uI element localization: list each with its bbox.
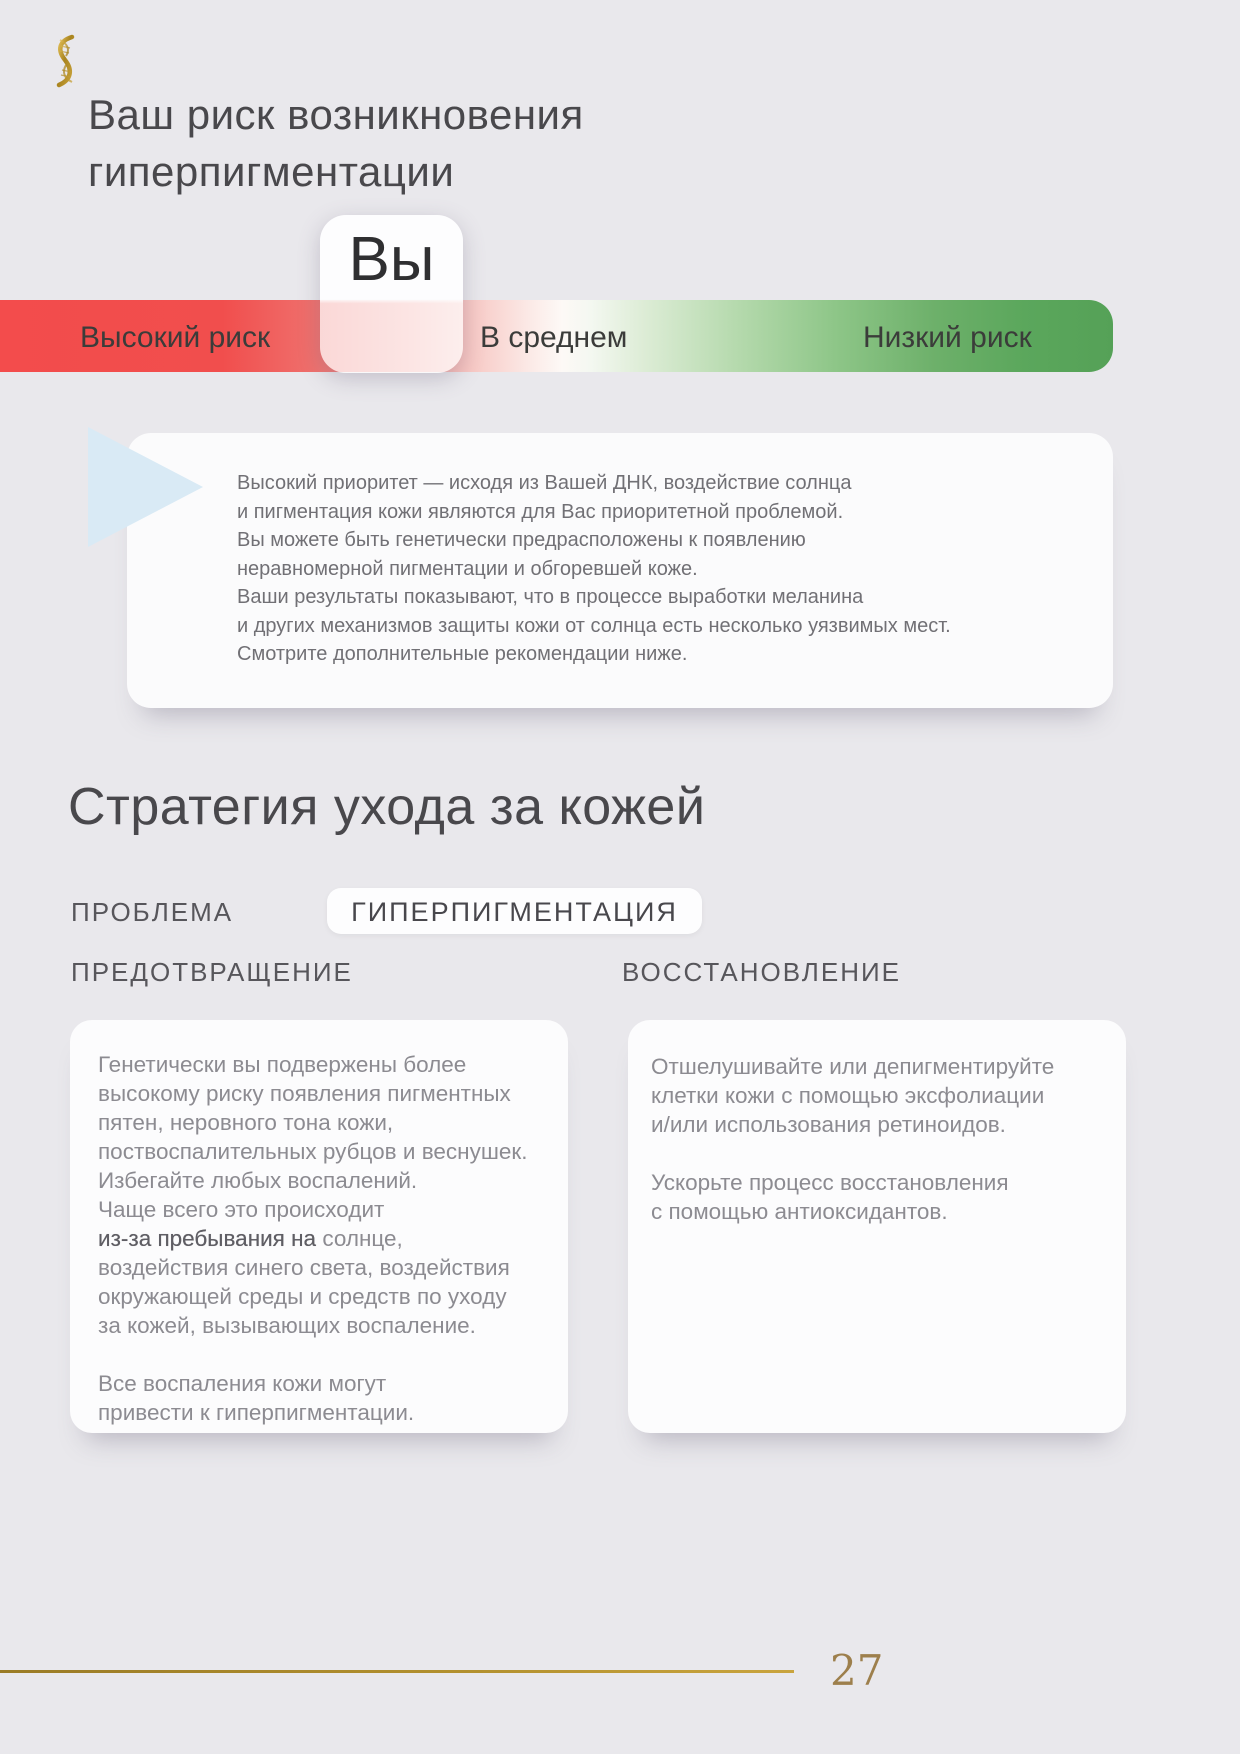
text-line: за кожей, вызывающих воспаление.: [98, 1313, 476, 1338]
text-line: Все воспаления кожи могут: [98, 1371, 387, 1396]
text-line: Генетически вы подвержены более: [98, 1052, 467, 1077]
text-line: Ваши результаты показывают, что в процессе выработки меланина: [237, 586, 864, 608]
problem-value-box: [327, 888, 702, 934]
average-risk-label: В среднем: [480, 321, 628, 354]
text-line: и пигментация кожи являются для Вас приоритетной проблемой.: [237, 500, 844, 523]
text-line: пятен, неровного тона кожи,: [98, 1110, 394, 1135]
text-line: из-за пребывания на солнце,: [98, 1226, 403, 1251]
text-line: неравномерной пигментации и обгоревшей коже.: [237, 557, 698, 580]
text-line: клетки кожи с помощью эксфолиации: [651, 1083, 1045, 1108]
text-line: Смотрите дополнительные рекомендации ниже.: [237, 643, 688, 665]
text-line: Ускорьте процесс восстановления: [651, 1170, 1009, 1195]
text-line: Вы можете быть генетически предрасположены к появлению: [237, 529, 806, 551]
low-risk-label: Низкий риск: [863, 321, 1032, 354]
text-line: [98, 1340, 544, 1369]
text-line: Избегайте любых воспалений.: [98, 1168, 418, 1193]
page-number: 27: [830, 1646, 884, 1695]
recovery-card: [628, 1020, 1126, 1433]
prevention-column-label: ПРЕДОТВРАЩЕНИЕ: [71, 957, 353, 987]
text-line: Отшелушивайте или депигментируйте: [651, 1054, 1055, 1079]
text-line: окружающей среды и средств по уходу: [98, 1284, 507, 1309]
text-line: с помощью антиоксидантов.: [651, 1199, 948, 1224]
priority-note-text: [237, 469, 951, 669]
text-line: воздействия синего света, воздействия: [98, 1255, 510, 1280]
problem-label: ПРОБЛЕМА: [71, 897, 234, 927]
page-title-line-2: гиперпигментации: [88, 148, 455, 195]
page-title: [88, 86, 584, 200]
text-line: и других механизмов защиты кожи от солнца есть несколько уязвимых мест.: [237, 614, 951, 637]
risk-marker: [320, 215, 463, 373]
prevention-card: [70, 1020, 568, 1433]
text-line: и/или использования ретиноидов.: [651, 1112, 1006, 1137]
text-line: Высокий приоритет — исходя из Вашей ДНК, воздействие солнца: [237, 472, 852, 494]
risk-gradient-bar: [0, 300, 1113, 372]
text-line: привести к гиперпигментации.: [98, 1400, 415, 1425]
text-line: [651, 1139, 1106, 1168]
strategy-section-title: Стратегия ухода за кожей: [68, 778, 706, 836]
footer-divider: [0, 1670, 794, 1673]
dna-logo-icon: [50, 34, 82, 88]
page-title-line-1: Ваш риск возникновения: [88, 91, 584, 138]
text-line: поствоспалительных рубцов и веснушек.: [98, 1139, 528, 1164]
recovery-column-label: ВОССТАНОВЛЕНИЕ: [622, 957, 902, 987]
text-line: Чаще всего это происходит: [98, 1197, 385, 1222]
emphasized-text: из-за пребывания на: [98, 1226, 317, 1251]
risk-marker-label: Вы: [348, 225, 435, 294]
problem-value-label: ГИПЕРПИГМЕНТАЦИЯ: [351, 897, 678, 927]
high-risk-label: Высокий риск: [80, 321, 271, 354]
triangle-accent-icon: [88, 427, 203, 547]
text-line: высокому риску появления пигментных: [98, 1081, 511, 1106]
